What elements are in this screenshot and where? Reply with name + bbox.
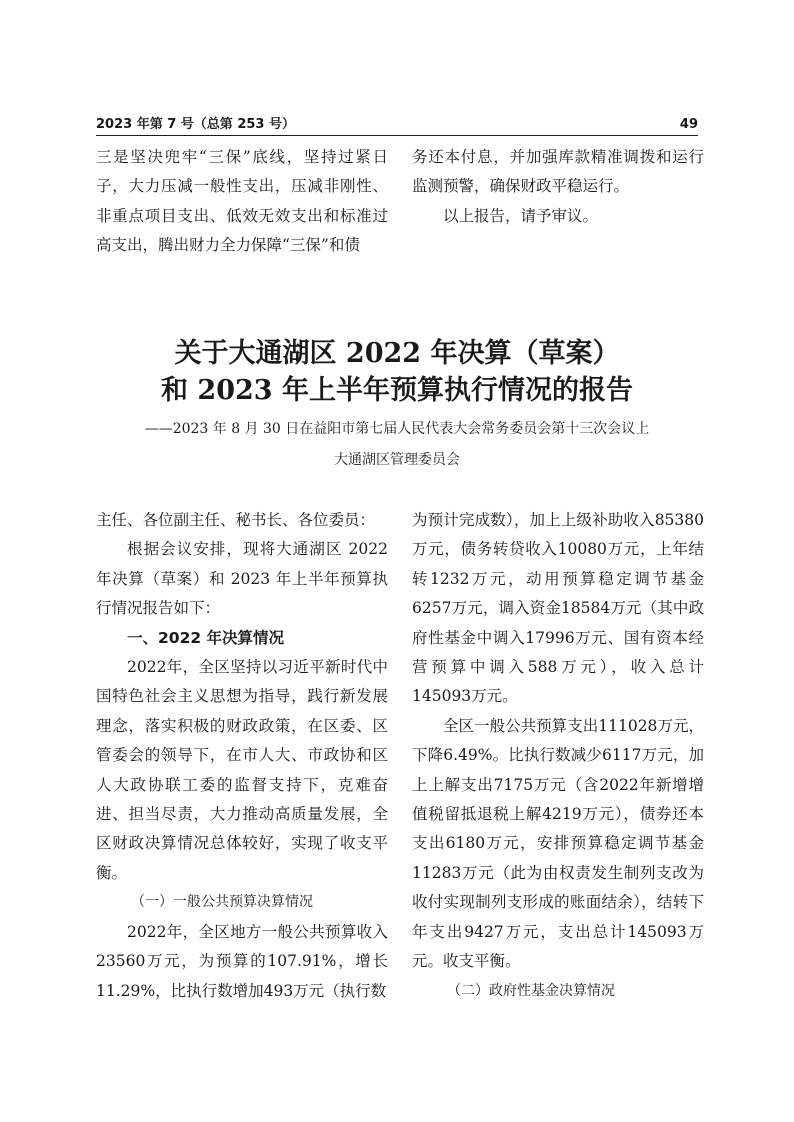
salutation: 主任、各位副主任、秘书长、各位委员： xyxy=(96,511,376,529)
intro-paragraph: 根据会议安排，现将大通湖区 2022 年决算（草案）和 2023 年上半年预算执行情况报告如下： xyxy=(96,540,388,618)
previous-article-left-column xyxy=(96,143,388,261)
section-1-paragraph: 2022年，全区坚持以习近平新时代中国特色社会主义思想为指导，践行新发展理念，落实积极的财政政策，在区委、区管委会的领导下，在市人大、市政协和区人大政协联工委的监督支持下，克难奋进、担当尽责，大力推动高质量发展，全区财政决算情况总体较好，实现了收支平衡。 xyxy=(96,658,388,882)
previous-article-text-left: 三是坚决兜牢“三保”底线，坚持过紧日子，大力压减一般性支出，压减非刚性、非重点项目支出、低效无效支出和标准过高支出，腾出财力全力保障“三保”和债 xyxy=(96,148,388,255)
revenue-paragraph-start: 2022年，全区地方一般公共预算收入23560万元，为预算的107.91%，增长11.29%，比执行数增加493万元（执行数 xyxy=(96,922,388,1000)
previous-article-closing: 以上报告，请予审议。 xyxy=(443,206,599,225)
meeting-subtitle: ——2023 年 8 月 30 日在益阳市第七届人民代表大会常务委员会第十三次会议上 xyxy=(144,421,650,437)
header-rule xyxy=(96,135,698,136)
article-title-line-2: 和 2023 年上半年预算执行情况的报告 xyxy=(161,375,633,406)
article-title xyxy=(96,335,698,409)
subsection-1-heading: （一）一般公共预算决算情况 xyxy=(131,894,313,911)
page-number: 49 xyxy=(679,117,698,132)
expenditure-paragraph: 全区一般公共预算支出111028万元，下降6.49%。比执行数减少6117万元，加上上解支出7175万元（含2022年新增增值税留抵退税上解4219万元），债券还本支出6180万元，安排预算稳定调节基金11283万元（此为由权责发生制列支改为收付实现制列支形成的账面结余），结转下年支出9427万元，支出总计145093万元。收支平衡。 xyxy=(412,716,704,971)
article-right-column xyxy=(412,506,704,1006)
subsection-2-heading: （二）政府性基金决算情况 xyxy=(447,982,615,999)
speaker-name: 大通湖区管理委员会 xyxy=(334,452,460,468)
previous-article-right-column xyxy=(412,143,704,231)
revenue-paragraph-continued: 为预计完成数），加上上级补助收入85380万元，债务转贷收入10080万元，上年结转1232万元，动用预算稳定调节基金6257万元，调入资金18584万元（其中政府性基金中调入17996万元、国有资本经营预算中调入588万元），收入总计145093万元。 xyxy=(412,511,704,706)
article-left-column xyxy=(96,506,388,1006)
issue-number: 2023 年第 7 号（总第 253 号） xyxy=(96,117,295,132)
previous-article-text-right: 务还本付息，并加强库款精准调拨和运行监测预警，确保财政平稳运行。 xyxy=(412,148,704,196)
section-1-heading: 一、2022 年决算情况 xyxy=(127,628,285,647)
article-title-line-1: 关于大通湖区 2022 年决算（草案） xyxy=(174,338,620,369)
page-header xyxy=(96,115,698,135)
